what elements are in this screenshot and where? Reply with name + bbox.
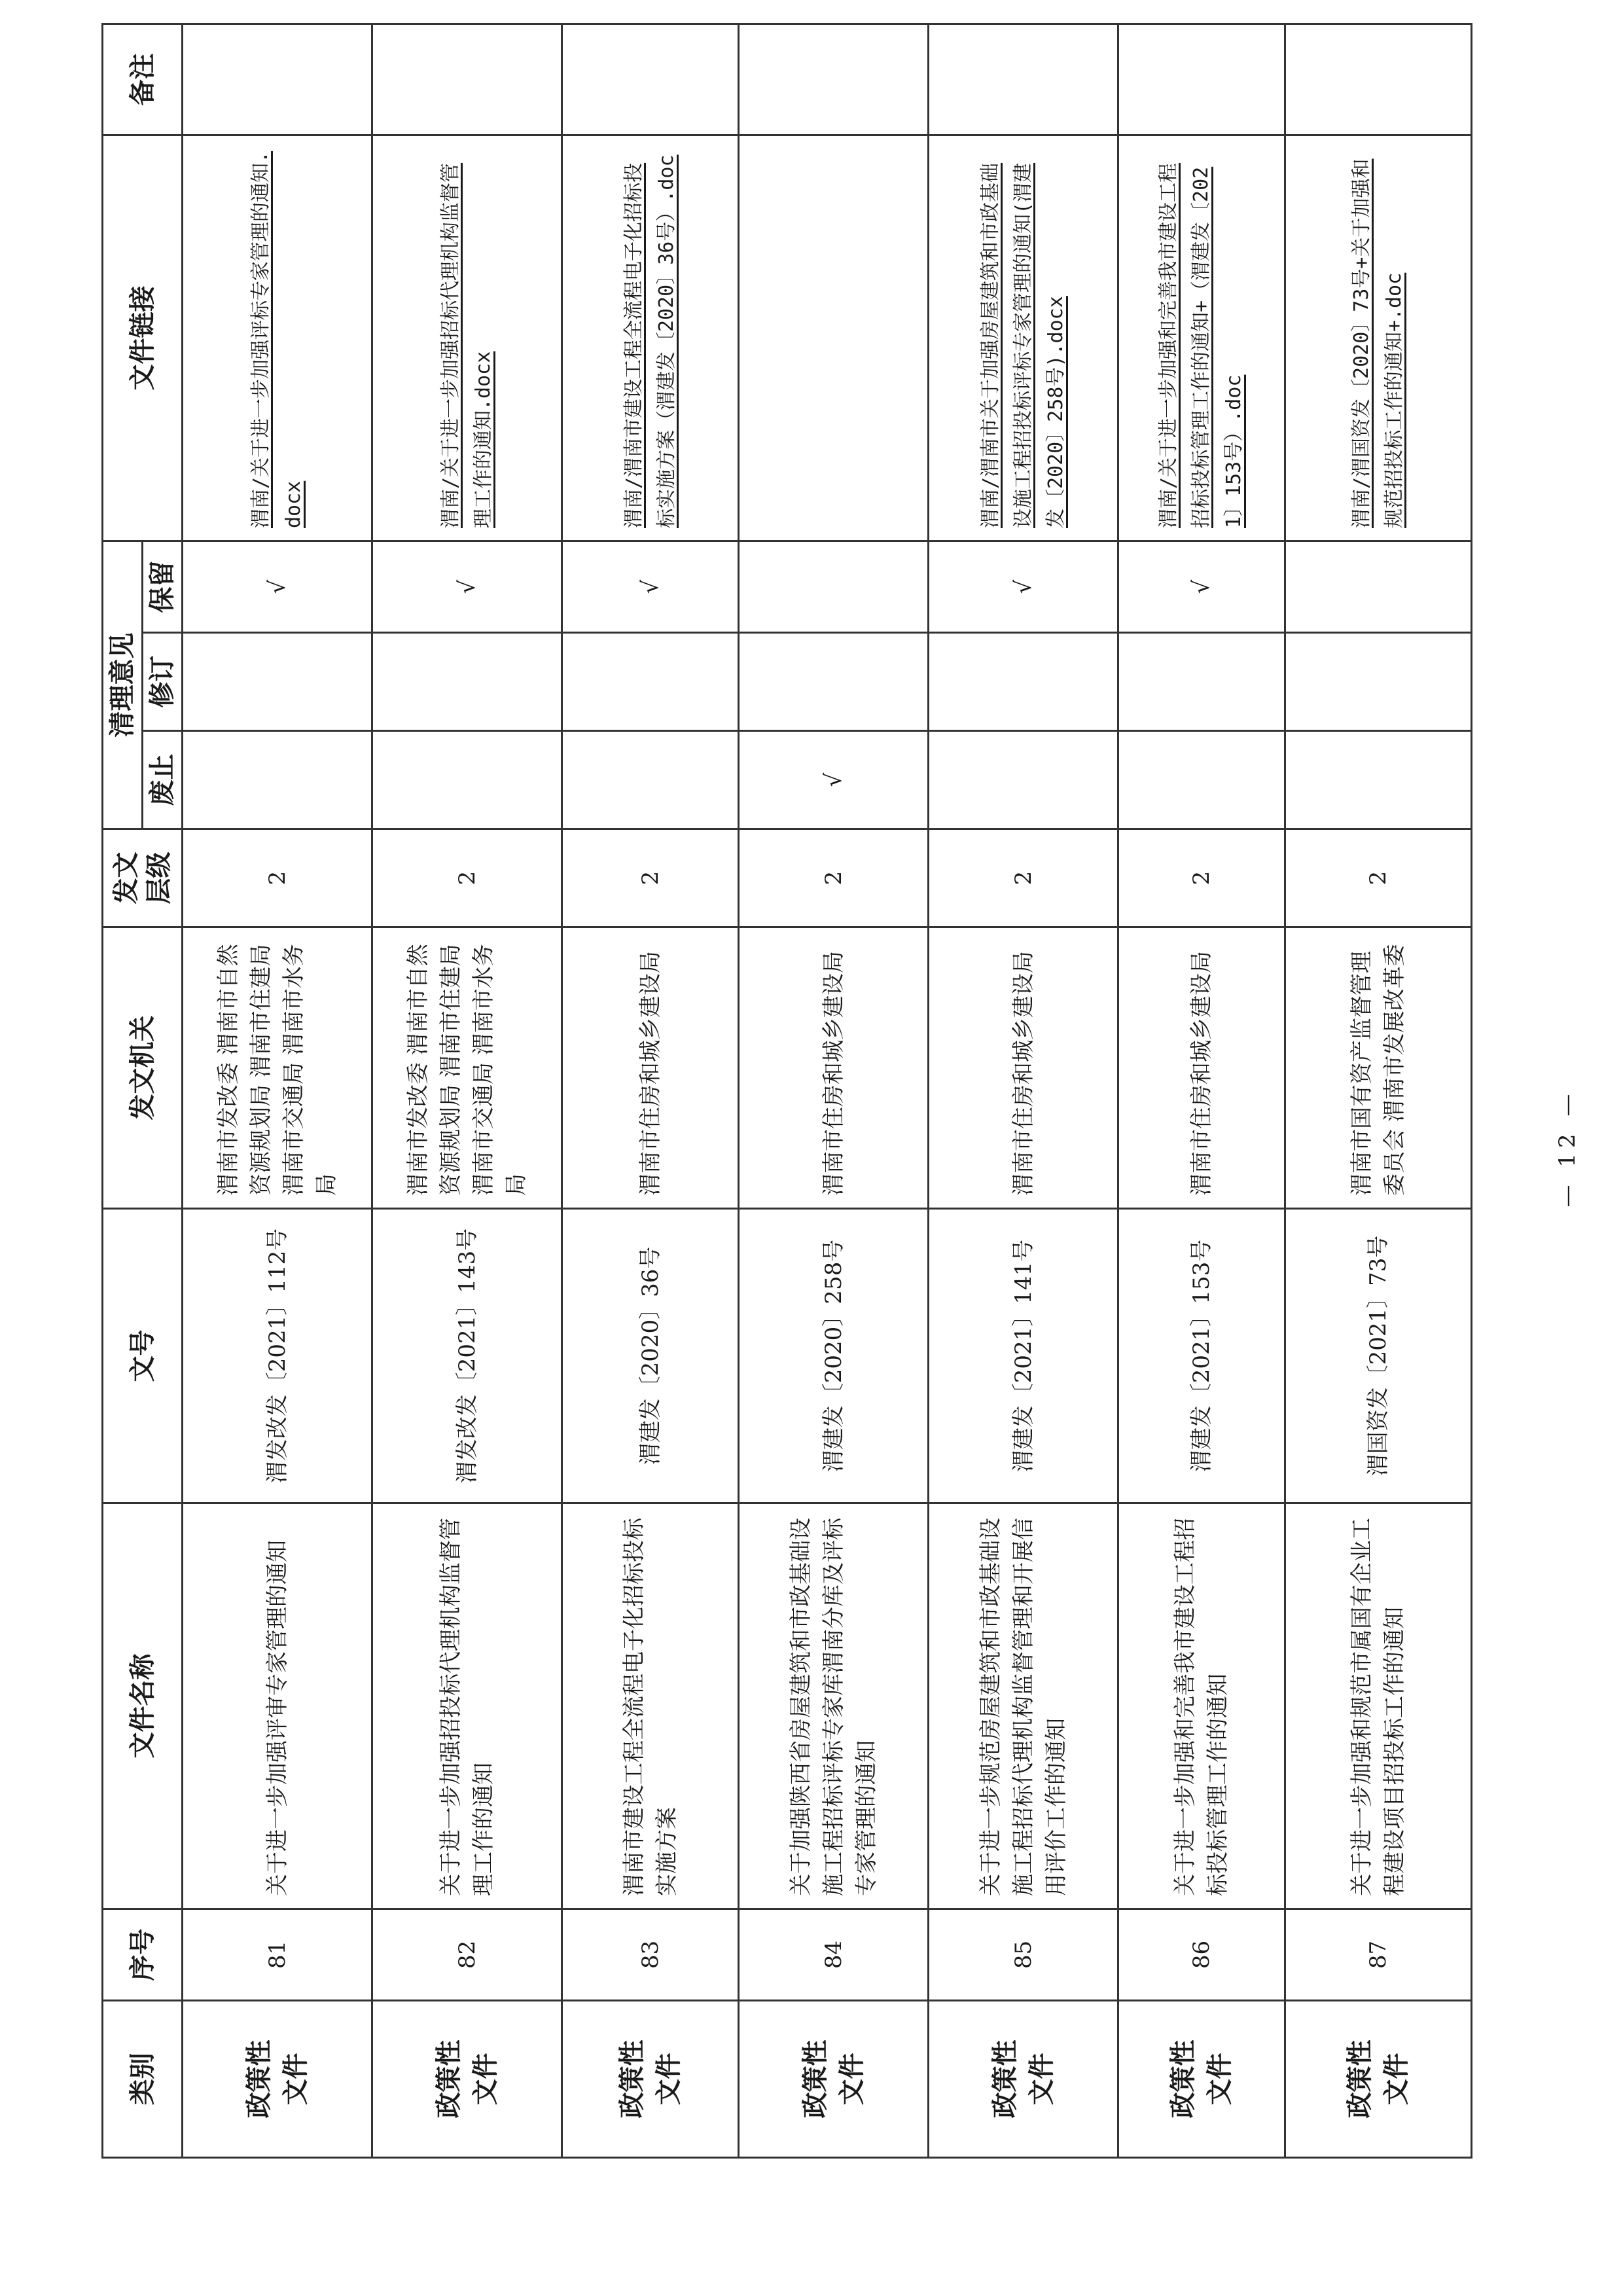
row-seq: 81 bbox=[183, 1909, 372, 2001]
row-name: 关于进一步加强招投标代理机构监督管理工作的通知 bbox=[372, 1503, 562, 1909]
policy-file-table bbox=[101, 23, 1472, 2159]
page-number: — 12 — bbox=[1554, 1088, 1580, 1208]
row-revise-mark bbox=[372, 633, 562, 731]
row-category: 政策性文件 bbox=[1285, 2001, 1472, 2158]
row-category: 政策性文件 bbox=[562, 2001, 739, 2158]
table-row bbox=[372, 24, 562, 2158]
row-level: 2 bbox=[929, 829, 1118, 927]
table-row bbox=[183, 24, 372, 2158]
row-doc-no: 渭建发〔2020〕36号 bbox=[562, 1209, 739, 1503]
row-remark bbox=[183, 24, 372, 135]
row-category: 政策性文件 bbox=[929, 2001, 1118, 2158]
row-abolish-mark bbox=[562, 731, 739, 829]
row-name: 关于进一步加强和完善我市建设工程招标投标管理工作的通知 bbox=[1118, 1503, 1285, 1909]
row-keep-mark: √ bbox=[1118, 541, 1285, 633]
row-category: 政策性文件 bbox=[1118, 2001, 1285, 2158]
row-revise-mark bbox=[929, 633, 1118, 731]
row-level: 2 bbox=[1118, 829, 1285, 927]
file-link[interactable]: 渭南/关于进一步加强和完善我市建设工程招标投标管理工作的通知+（渭建发〔2021〕153号）.doc bbox=[1157, 162, 1245, 528]
file-link[interactable]: 渭南/关于进一步加强招标代理机构监督管理工作的通知.docx bbox=[438, 162, 495, 528]
row-seq: 87 bbox=[1285, 1909, 1472, 2001]
row-revise-mark bbox=[739, 633, 929, 731]
row-link bbox=[1285, 135, 1472, 541]
row-name: 渭南市建设工程全流程电子化招标投标实施方案 bbox=[562, 1503, 739, 1909]
row-remark bbox=[929, 24, 1118, 135]
row-issuer: 渭南市住房和城乡建设局 bbox=[929, 927, 1118, 1209]
row-category: 政策性文件 bbox=[739, 2001, 929, 2158]
row-link bbox=[372, 135, 562, 541]
header-name: 文件名称 bbox=[103, 1503, 183, 1909]
header-abolish: 废止 bbox=[143, 731, 183, 829]
row-abolish-mark: √ bbox=[739, 731, 929, 829]
row-issuer: 渭南市住房和城乡建设局 bbox=[562, 927, 739, 1209]
row-issuer: 渭南市国有资产监督管理委员会 渭南市发展改革委 bbox=[1285, 927, 1472, 1209]
row-issuer: 渭南市发改委 渭南市自然资源规划局 渭南市住建局 渭南市交通局 渭南市水务局 bbox=[183, 927, 372, 1209]
row-category: 政策性文件 bbox=[372, 2001, 562, 2158]
row-abolish-mark bbox=[372, 731, 562, 829]
row-name: 关于加强陕西省房屋建筑和市政基础设施工程招标评标专家库渭南分库及评标专家管理的通知 bbox=[739, 1503, 929, 1909]
row-link bbox=[929, 135, 1118, 541]
file-link[interactable]: 渭南/渭南市关于加强房屋建筑和市政基础设施工程招投标评标专家管理的通知(渭建发〔2020〕258号).docx bbox=[978, 162, 1067, 528]
row-seq: 83 bbox=[562, 1909, 739, 2001]
row-doc-no: 渭建发〔2021〕141号 bbox=[929, 1209, 1118, 1503]
row-doc-no: 渭建发〔2020〕258号 bbox=[739, 1209, 929, 1503]
table-row bbox=[562, 24, 739, 2158]
table-body bbox=[183, 24, 1472, 2158]
row-name: 关于进一步加强和规范市属国有企业工程建设项目招投标工作的通知 bbox=[1285, 1503, 1472, 1909]
row-level: 2 bbox=[372, 829, 562, 927]
row-name: 关于进一步加强评审专家管理的通知 bbox=[183, 1503, 372, 1909]
row-remark bbox=[739, 24, 929, 135]
header-keep: 保留 bbox=[143, 541, 183, 633]
row-keep-mark: √ bbox=[562, 541, 739, 633]
table-row bbox=[1285, 24, 1472, 2158]
row-level: 2 bbox=[562, 829, 739, 927]
row-name: 关于进一步规范房屋建筑和市政基础设施工程招标代理机构监督管理和开展信用评价工作的通知 bbox=[929, 1503, 1118, 1909]
row-level: 2 bbox=[183, 829, 372, 927]
header-issuer: 发文机关 bbox=[103, 927, 183, 1209]
row-link bbox=[1118, 135, 1285, 541]
row-abolish-mark bbox=[929, 731, 1118, 829]
row-revise-mark bbox=[1118, 633, 1285, 731]
header-review: 清理意见 bbox=[103, 541, 143, 829]
row-category: 政策性文件 bbox=[183, 2001, 372, 2158]
file-link[interactable]: 渭南/关于进一步加强评标专家管理的通知.docx bbox=[249, 151, 305, 528]
row-revise-mark bbox=[562, 633, 739, 731]
row-abolish-mark bbox=[1285, 731, 1472, 829]
table-row bbox=[929, 24, 1118, 2158]
row-issuer: 渭南市发改委 渭南市自然资源规划局 渭南市住建局 渭南市交通局 渭南市水务局 bbox=[372, 927, 562, 1209]
header-revise: 修订 bbox=[143, 633, 183, 731]
row-revise-mark bbox=[183, 633, 372, 731]
row-remark bbox=[372, 24, 562, 135]
row-doc-no: 渭建发〔2021〕153号 bbox=[1118, 1209, 1285, 1503]
file-link[interactable]: 渭南/渭国资发〔2020〕73号+关于加强和规范招投标工作的通知+.doc bbox=[1350, 158, 1406, 528]
row-link bbox=[183, 135, 372, 541]
row-remark bbox=[1118, 24, 1285, 135]
row-abolish-mark bbox=[1118, 731, 1285, 829]
row-remark bbox=[1285, 24, 1472, 135]
row-seq: 82 bbox=[372, 1909, 562, 2001]
row-keep-mark bbox=[1285, 541, 1472, 633]
row-keep-mark: √ bbox=[183, 541, 372, 633]
row-doc-no: 渭发改发〔2021〕112号 bbox=[183, 1209, 372, 1503]
row-seq: 86 bbox=[1118, 1909, 1285, 2001]
row-issuer: 渭南市住房和城乡建设局 bbox=[739, 927, 929, 1209]
row-level: 2 bbox=[1285, 829, 1472, 927]
row-issuer: 渭南市住房和城乡建设局 bbox=[1118, 927, 1285, 1209]
header-link: 文件链接 bbox=[103, 135, 183, 541]
header-remark: 备注 bbox=[103, 24, 183, 135]
header-level: 发文层级 bbox=[103, 829, 183, 927]
header-category: 类别 bbox=[103, 2001, 183, 2158]
row-seq: 85 bbox=[929, 1909, 1118, 2001]
row-seq: 84 bbox=[739, 1909, 929, 2001]
table-row bbox=[739, 24, 929, 2158]
header-seq: 序号 bbox=[103, 1909, 183, 2001]
row-doc-no: 渭发改发〔2021〕143号 bbox=[372, 1209, 562, 1503]
row-revise-mark bbox=[1285, 633, 1472, 731]
row-remark bbox=[562, 24, 739, 135]
file-link[interactable]: 渭南/渭南市建设工程全流程电子化招标投标实施方案（渭建发〔2020〕36号）.doc bbox=[622, 154, 678, 528]
row-keep-mark: √ bbox=[372, 541, 562, 633]
row-link bbox=[562, 135, 739, 541]
row-keep-mark: √ bbox=[929, 541, 1118, 633]
row-keep-mark bbox=[739, 541, 929, 633]
row-abolish-mark bbox=[183, 731, 372, 829]
row-doc-no: 渭国资发〔2021〕73号 bbox=[1285, 1209, 1472, 1503]
header-doc-no: 文号 bbox=[103, 1209, 183, 1503]
row-level: 2 bbox=[739, 829, 929, 927]
table-row bbox=[1118, 24, 1285, 2158]
row-link bbox=[739, 135, 929, 541]
